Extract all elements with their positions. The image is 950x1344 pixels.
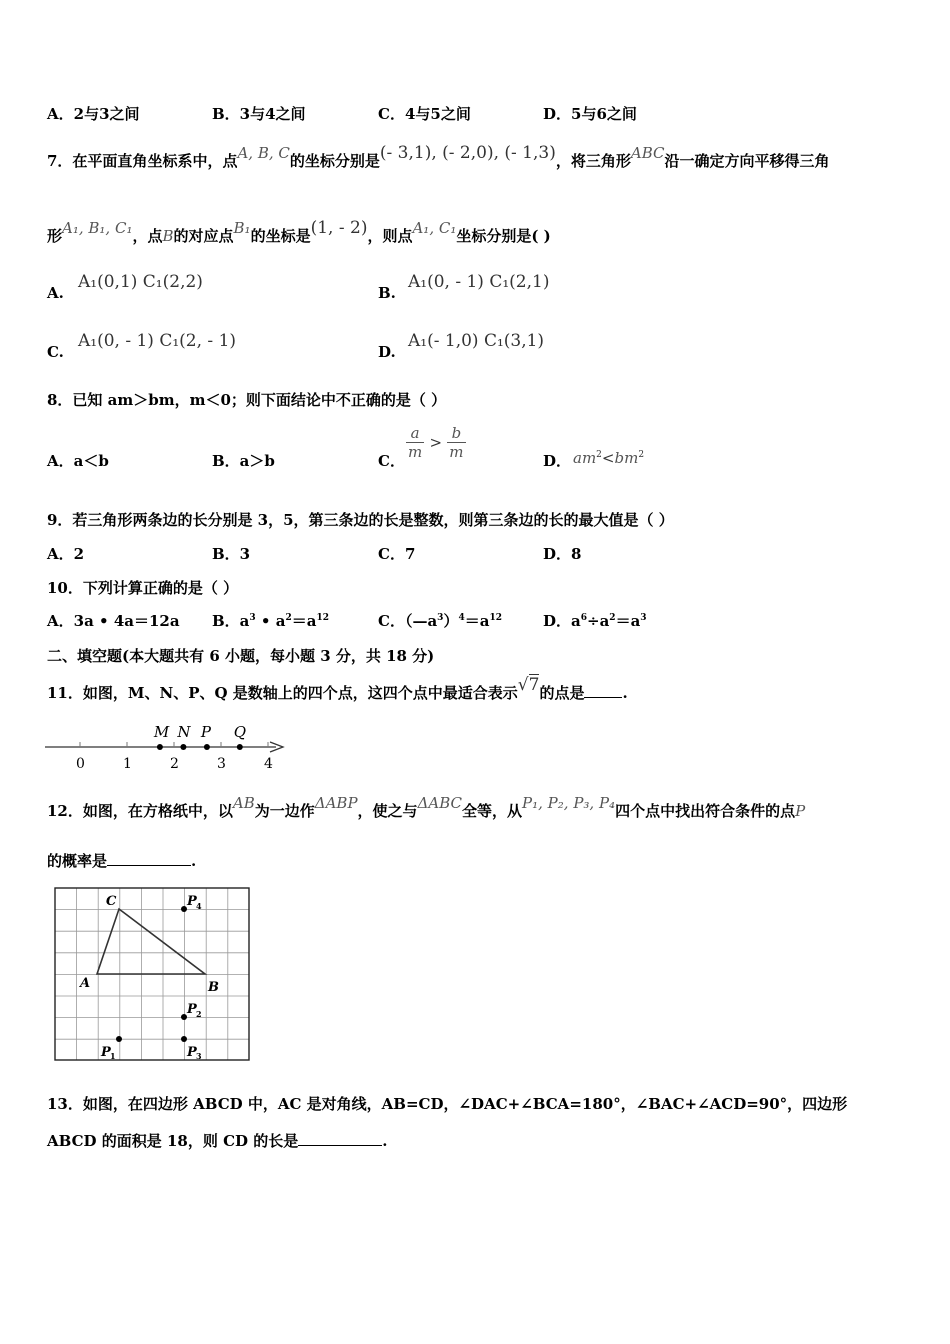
q7-text-8: 的坐标是 xyxy=(250,227,311,245)
q7-abc: ABC xyxy=(630,144,665,162)
q10-c-eq: ＝a xyxy=(464,612,490,630)
q11-sqrt xyxy=(518,675,540,695)
q8-option-a: A．a＜b xyxy=(47,452,109,470)
q11-radicand: 7 xyxy=(528,675,540,695)
label-p1-sub: 1 xyxy=(110,1051,116,1061)
q10-d-e1: 6 xyxy=(580,613,587,623)
number-line-point-n xyxy=(180,744,186,750)
label-a: A xyxy=(80,976,91,991)
q10-stem: 10．下列计算正确的是（ ） xyxy=(47,579,239,597)
q7-text-6: ，点 xyxy=(132,227,163,245)
number-line-point-label-n: N xyxy=(177,723,191,741)
q12-text-end: . xyxy=(191,852,197,870)
label-p3-sub: 3 xyxy=(196,1051,202,1061)
q8-gt: > xyxy=(429,433,443,452)
q7-b1-coord: (1, - 2) xyxy=(310,218,368,238)
q8-option-d-expr xyxy=(573,449,644,467)
q7-option-d-label: D. xyxy=(378,343,396,361)
q12-text-3: ，使之与 xyxy=(357,802,418,820)
number-line-point-label-m: M xyxy=(153,723,170,741)
label-p1: P xyxy=(101,1045,111,1060)
q10-c-pre: C．（—a xyxy=(378,612,438,630)
section-fill-in-title: 二、填空题(本大题共有 6 小题，每小题 3 分，共 18 分) xyxy=(47,647,435,665)
label-c: C xyxy=(106,894,117,909)
number-line-point-m xyxy=(157,744,163,750)
q7-text-7: 的对应点 xyxy=(173,227,234,245)
number-line-point-q xyxy=(237,744,243,750)
label-b: B xyxy=(208,980,219,995)
q7-b1: B₁ xyxy=(233,219,251,237)
q11-text-1: 11．如图，M、N、P、Q 是数轴上的四个点，这四个点中最适合表示 xyxy=(47,684,518,702)
q13-stem-line2 xyxy=(47,1130,388,1151)
q8-frac-den-m2: m xyxy=(449,443,464,461)
number-line-points xyxy=(153,723,246,750)
q8-am: am xyxy=(573,449,597,467)
q12-abp: ΔABP xyxy=(314,794,358,812)
q13-answer-blank[interactable] xyxy=(298,1131,382,1146)
number-line-tick-label: 2 xyxy=(170,756,179,772)
point-p1 xyxy=(116,1036,122,1042)
q10-c-e1: 3 xyxy=(437,613,444,623)
q10-c-mid: ） xyxy=(443,612,459,630)
q11-answer-blank[interactable] xyxy=(584,683,622,698)
q7-text-2: 的坐标分别是 xyxy=(289,152,380,170)
q7-option-b-value: A₁(0, - 1) C₁(2,1) xyxy=(408,272,550,292)
q10-d-pre: D．a xyxy=(543,612,581,630)
q7-option-a-value: A₁(0,1) C₁(2,2) xyxy=(78,272,203,292)
q9-option-a: A．2 xyxy=(47,545,85,563)
q12-answer-blank[interactable] xyxy=(107,851,191,866)
q10-option-b xyxy=(212,610,329,631)
q12-p-points: P₁, P₂, P₃, P₄ xyxy=(522,794,616,812)
q10-d-e2: 2 xyxy=(609,613,616,623)
q7-option-b-label: B. xyxy=(378,284,396,302)
q10-d-eq: ＝a xyxy=(615,612,641,630)
q8-option-d-label: D． xyxy=(543,452,572,470)
q10-b-e3: 12 xyxy=(316,613,329,623)
q7-option-c-label: C. xyxy=(47,343,64,361)
q10-b-e1: 3 xyxy=(249,613,256,623)
q11-stem xyxy=(47,675,628,703)
q8-bm-exp: 2 xyxy=(638,450,645,460)
q7-a1b1c1: A₁, B₁, C₁ xyxy=(62,219,133,237)
number-line-tick-label: 3 xyxy=(217,756,226,772)
q10-option-a: A．3a • 4a＝12a xyxy=(47,612,180,630)
q7-stem-line1 xyxy=(47,143,830,171)
q8-frac-num-b: b xyxy=(447,424,465,443)
q10-b-pre: B．a xyxy=(212,612,250,630)
q10-option-c xyxy=(378,610,502,631)
q8-frac-num-a: a xyxy=(406,424,424,443)
q8-lt: < xyxy=(601,449,615,467)
q8-option-c-expr xyxy=(406,424,466,461)
q12-text-4: 全等，从 xyxy=(462,802,523,820)
label-p3: P xyxy=(187,1045,197,1060)
q8-option-b: B．a＞b xyxy=(212,452,275,470)
number-line-tick-label: 0 xyxy=(76,756,85,772)
q8-option-c-label: C． xyxy=(378,452,405,470)
q6-option-b: B．3与4之间 xyxy=(212,105,306,123)
point-p3 xyxy=(181,1036,187,1042)
number-line-point-p xyxy=(204,744,210,750)
q8-frac-den-m: m xyxy=(408,443,423,461)
q11-text-2: 的点是 xyxy=(539,684,585,702)
q7-text-5: 形 xyxy=(47,227,63,245)
q8-frac-b-over-m xyxy=(447,424,465,461)
q9-stem: 9．若三角形两条边的长分别是 3，5，第三条边的长是整数，则第三条边的长的最大值是（ ） xyxy=(47,511,674,529)
label-p4-sub: 4 xyxy=(196,901,202,911)
q8-bm: bm xyxy=(614,449,639,467)
q9-option-c: C．7 xyxy=(378,545,416,563)
q8-frac-a-over-m xyxy=(406,424,424,461)
q12-text-6: 的概率是 xyxy=(47,852,108,870)
q6-option-a: A．2与3之间 xyxy=(47,105,140,123)
q7-a1c1: A₁, C₁ xyxy=(412,219,457,237)
q13-text-1: ABCD 的面积是 18，则 CD 的长是 xyxy=(47,1132,299,1150)
q6-option-d: D．5与6之间 xyxy=(543,105,637,123)
label-p2: P xyxy=(187,1002,197,1017)
q13-stem-line1: 13．如图，在四边形 ABCD 中，AC 是对角线，AB=CD，∠DAC+∠BCA=180°，∠BAC+∠ACD=90°，四边形 xyxy=(47,1095,848,1113)
q7-option-c-value: A₁(0, - 1) C₁(2, - 1) xyxy=(78,331,237,351)
q7-points-abc: A, B, C xyxy=(237,144,290,162)
q7-b: B xyxy=(162,227,174,245)
number-line-tick-label: 1 xyxy=(123,756,132,772)
q12-stem-line1 xyxy=(47,794,806,821)
q8-stem: 8．已知 am＞bm，m＜0；则下面结论中不正确的是（ ） xyxy=(47,391,447,409)
label-p2-sub: 2 xyxy=(196,1009,202,1019)
q10-b-e2: 2 xyxy=(285,613,292,623)
q10-b-mid: • a xyxy=(255,612,286,630)
q7-text-1: 7．在平面直角坐标系中，点 xyxy=(47,152,238,170)
q10-c-e3: 12 xyxy=(489,613,502,623)
q7-coords: (- 3,1), (- 2,0), (- 1,3) xyxy=(379,143,556,163)
q13-text-end: . xyxy=(382,1132,388,1150)
q12-abc: ΔABC xyxy=(417,794,463,812)
q10-b-eq: ＝a xyxy=(291,612,317,630)
number-line-tick-label: 4 xyxy=(264,756,273,772)
triangle-abc xyxy=(97,909,205,974)
q7-text-4: 沿一确定方向平移得三角 xyxy=(664,152,830,170)
q12-grid-figure xyxy=(53,886,253,1064)
q7-text-3: ，将三角形 xyxy=(555,152,631,170)
q10-d-mid: ÷a xyxy=(587,612,610,630)
q12-ab: AB xyxy=(232,794,255,812)
q12-p: P xyxy=(795,802,806,820)
q7-text-10: 坐标分别是( ) xyxy=(456,227,551,245)
q7-option-d-value: A₁(- 1,0) C₁(3,1) xyxy=(408,331,545,351)
q12-text-1: 12．如图，在方格纸中，以 xyxy=(47,802,233,820)
q8-am-exp: 2 xyxy=(596,450,602,460)
q12-text-2: 为一边作 xyxy=(254,802,315,820)
q10-option-d xyxy=(543,610,647,631)
q10-c-e2: 4 xyxy=(458,613,465,623)
number-line-point-label-q: Q xyxy=(233,723,247,741)
q9-option-d: D．8 xyxy=(543,545,582,563)
sqrt-icon: √ xyxy=(517,675,529,695)
q6-option-c: C．4与5之间 xyxy=(378,105,471,123)
q12-text-5: 四个点中找出符合条件的点 xyxy=(615,802,796,820)
q10-d-e3: 3 xyxy=(640,613,647,623)
number-line-point-label-p: P xyxy=(200,723,211,741)
q7-stem-line2 xyxy=(47,218,551,246)
label-p4: P xyxy=(187,894,197,909)
q7-option-a-label: A. xyxy=(47,284,64,302)
q9-option-b: B．3 xyxy=(212,545,251,563)
q12-stem-line2 xyxy=(47,850,196,871)
q11-text-end: . xyxy=(622,684,628,702)
q11-number-line xyxy=(40,716,290,774)
q7-text-9: ，则点 xyxy=(367,227,413,245)
